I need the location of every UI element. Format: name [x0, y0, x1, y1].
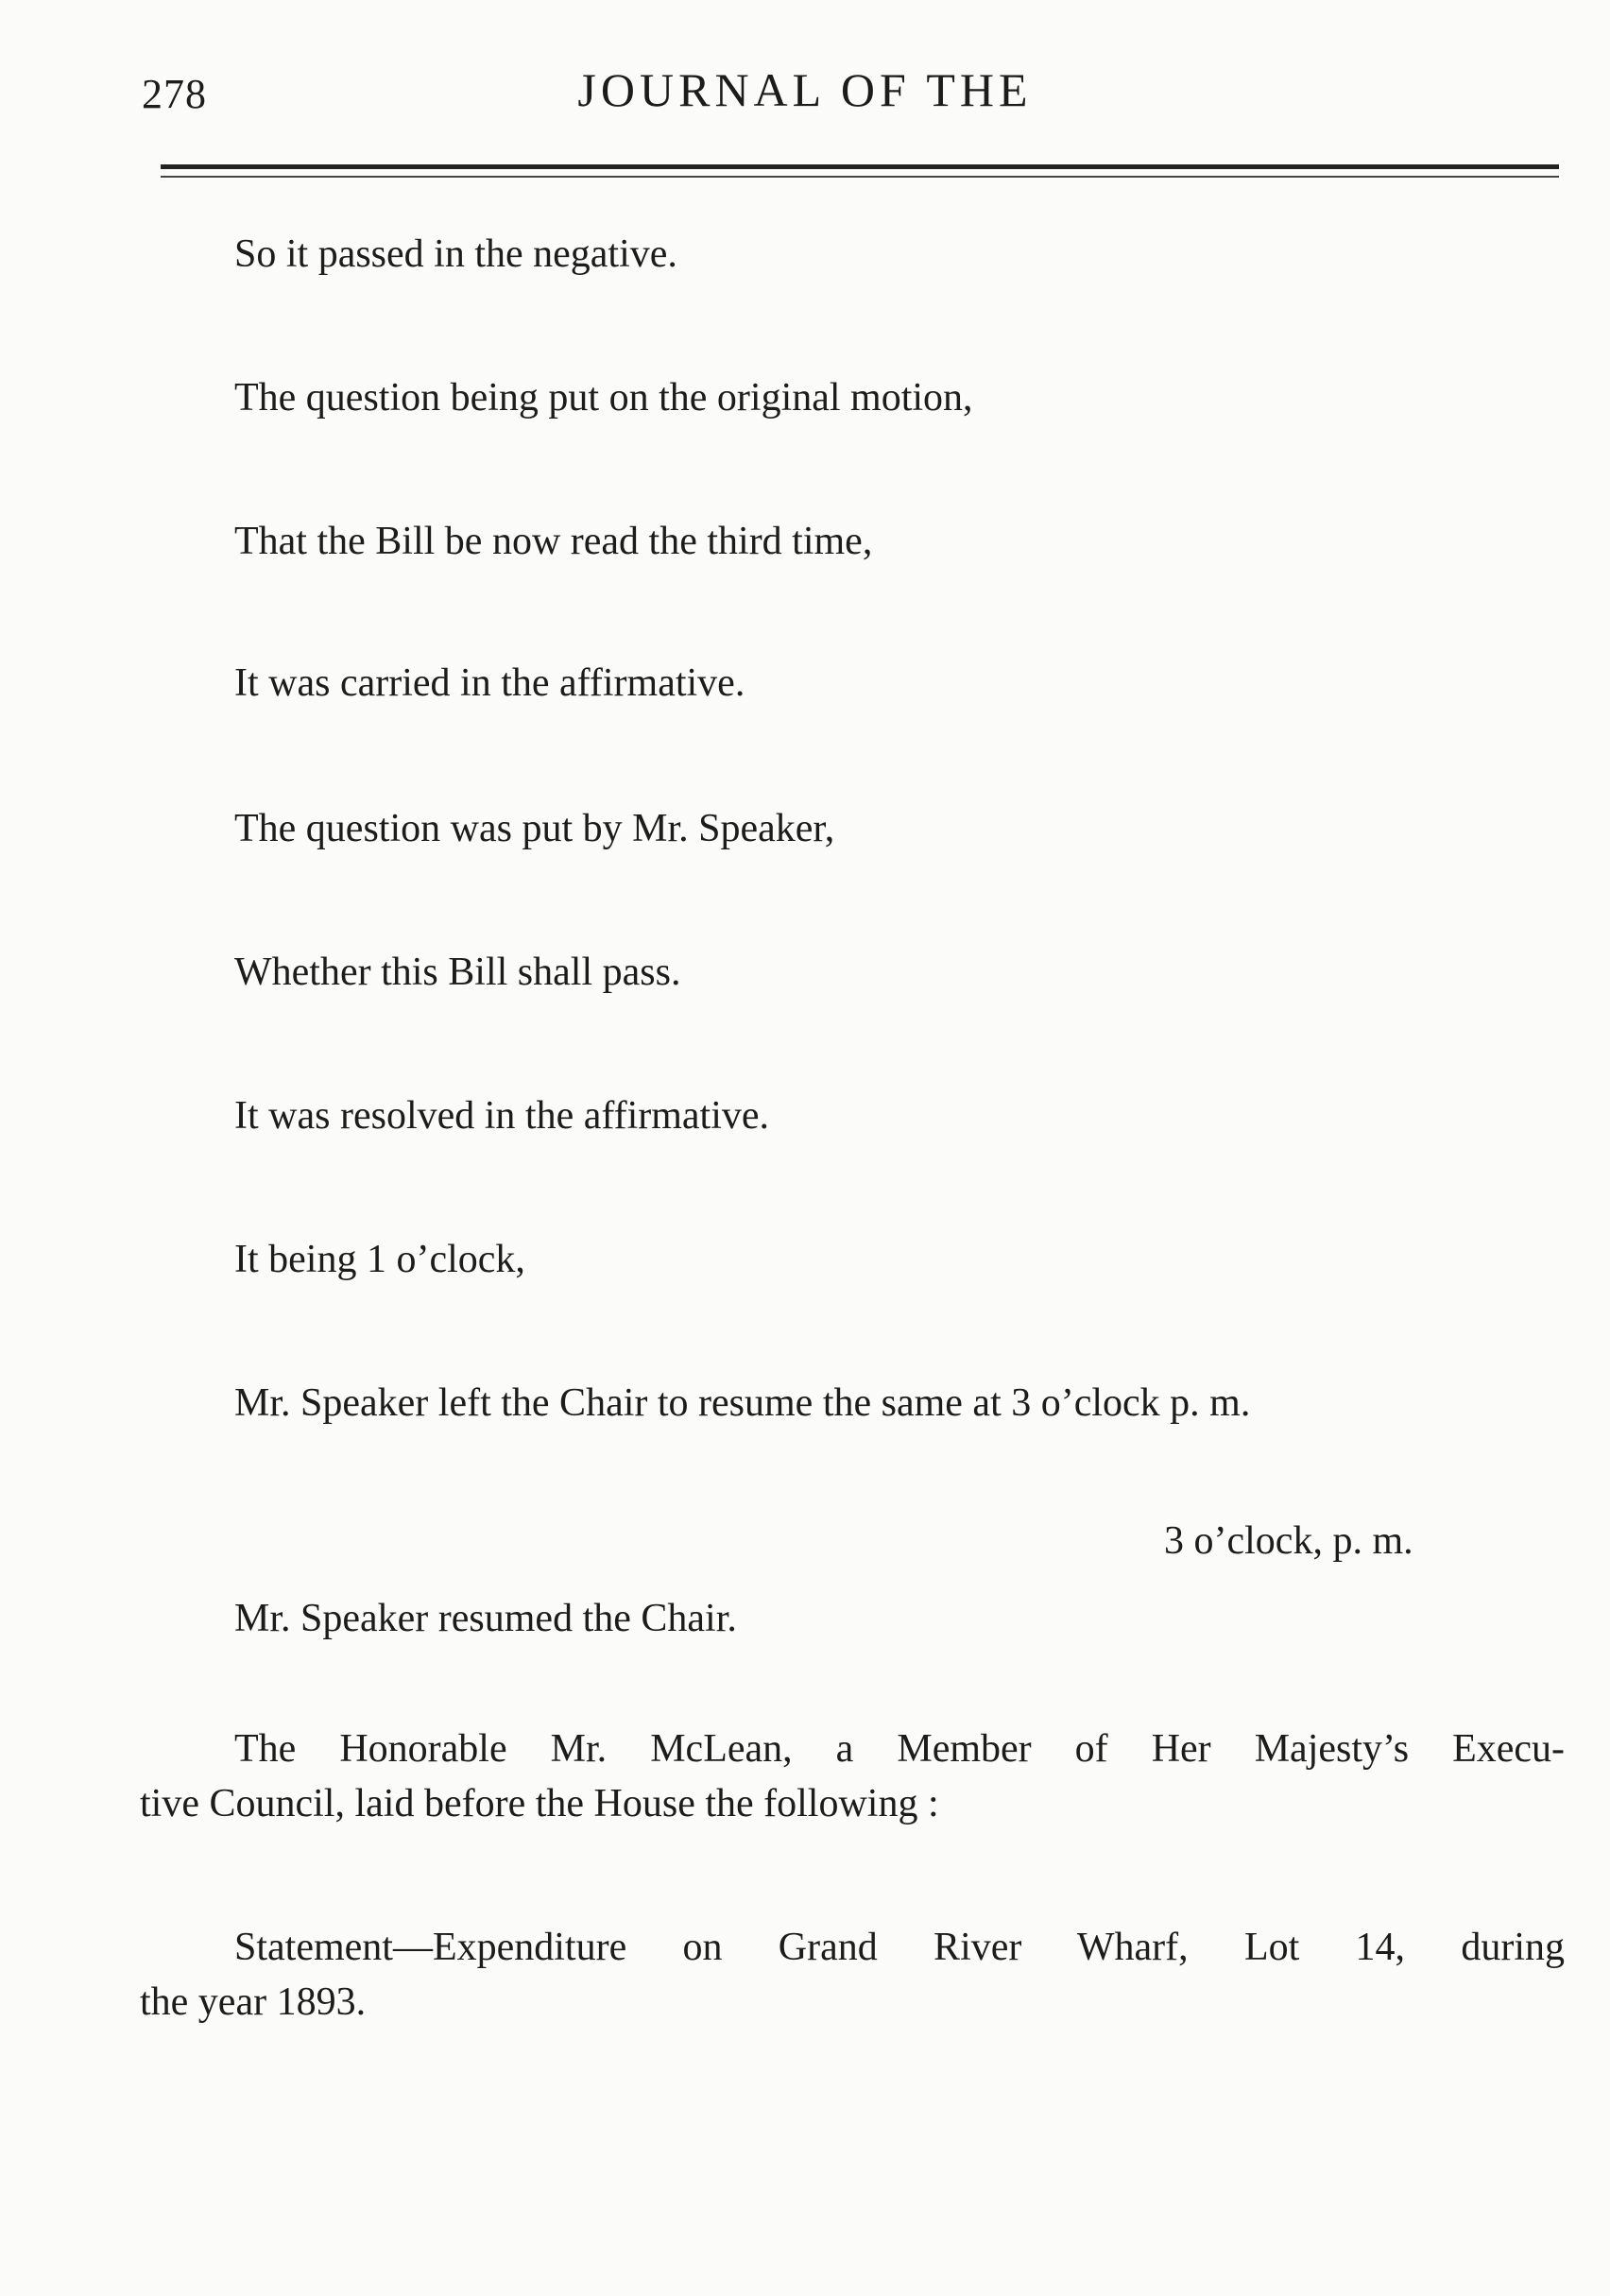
text-line-question-speaker: The question was put by Mr. Speaker,	[234, 807, 835, 850]
text-line-negative: So it passed in the negative.	[234, 232, 677, 276]
text-line-question-original: The question being put on the original motion,	[234, 376, 973, 420]
paragraph-council-line-2: tive Council, laid before the House the following :	[140, 1782, 939, 1825]
text-line-whether-pass: Whether this Bill shall pass.	[234, 951, 681, 994]
text-line-carried: It was carried in the affirmative.	[234, 661, 745, 705]
running-head: JOURNAL OF THE	[577, 63, 1033, 116]
page-number: 278	[142, 71, 207, 117]
paragraph-statement-line-2: the year 1893.	[140, 1980, 367, 2024]
text-line-speaker-left: Mr. Speaker left the Chair to resume the same at 3 o’clock p. m.	[234, 1381, 1251, 1425]
text-line-one-oclock: It being 1 o’clock,	[234, 1238, 525, 1281]
header-rule-thick	[161, 164, 1559, 169]
paragraph-statement	[140, 1920, 1565, 2030]
paragraph-statement-line-1: Statement—Expenditure on Grand River Wharf, Lot 14, during	[234, 1926, 1565, 1969]
text-line-third-reading: That the Bill be now read the third time,	[234, 520, 873, 563]
paragraph-council	[140, 1722, 1565, 1831]
paragraph-council-line-1: The Honorable Mr. McLean, a Member of Her Majesty’s Execu-	[234, 1727, 1565, 1771]
text-line-resolved: It was resolved in the affirmative.	[234, 1094, 770, 1138]
text-line-speaker-resumed: Mr. Speaker resumed the Chair.	[234, 1597, 737, 1640]
header-rule-thin	[161, 176, 1559, 178]
time-heading: 3 o’clock, p. m.	[1164, 1519, 1413, 1563]
